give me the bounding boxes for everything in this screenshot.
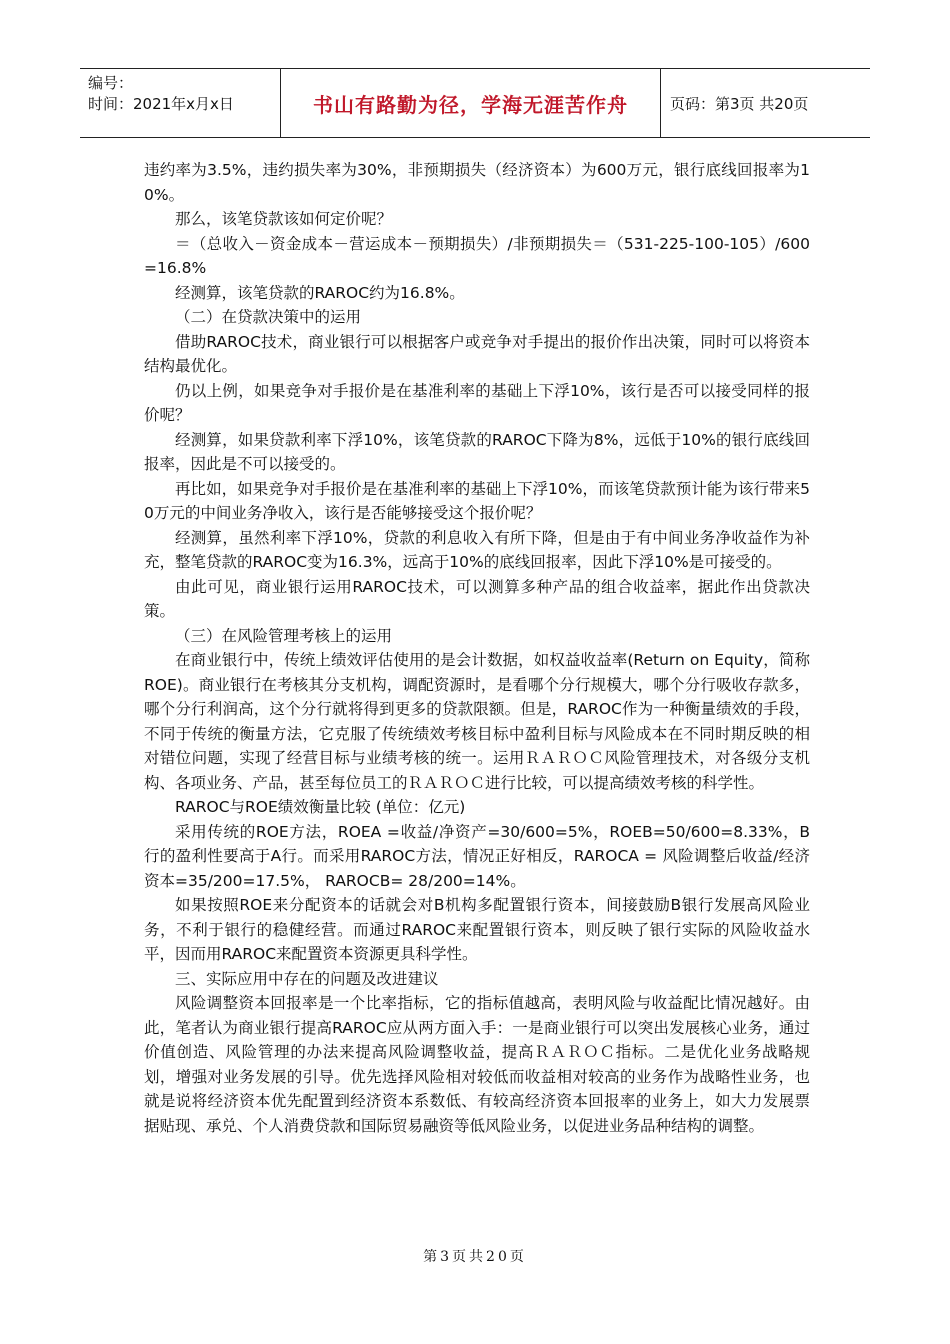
- header-meta: [88, 73, 234, 115]
- paragraph: RAROC与ROE绩效衡量比较 (单位：亿元): [175, 798, 466, 816]
- paragraph: 经测算，如果贷款利率下浮10%，该笔贷款的RAROC下降为8%，远低于10%的银行底线回报率，因此是不可以接受的。: [144, 430, 810, 473]
- paragraph: 在商业银行中，传统上绩效评估使用的是会计数据，如权益收益率(Return on Equity，简称ROE)。商业银行在考核其分支机构，调配资源时，是看哪个分行规模大，哪个分行吸收存款多，哪个分行利润高，这个分行就将得到更多的贷款限额。但是，RAROC作为一种衡量绩效的手段，不同于传统的衡量方法，它克服了传统绩效考核目标中盈利目标与风险成本在不同时期反映的相对错位问题，实现了经营目标与业绩考核的统一。运用ＲＡＲＯＣ风险管理技术，对各级分支机构、各项业务、产品，甚至每位员工的ＲＡＲＯＣ进行比较，可以提高绩效考核的科学性。: [144, 651, 810, 792]
- paragraph: （三）在风险管理考核上的运用: [175, 626, 393, 645]
- paragraph: （二）在贷款决策中的运用: [175, 308, 362, 326]
- paragraph: 采用传统的ROE方法，ROEA =收益/净资产=30/600=5%，ROEB=50/600=8.33%，B行的盈利性要高于A行。而采用RAROC方法，情况正好相反，RAROCA = 风险调整后收益/经济资本=35/200=17.5%， RAROCB= 28/200=14%。: [144, 822, 810, 890]
- paragraph: 由此可见，商业银行运用RAROC技术，可以测算多种产品的组合收益率，据此作出贷款决策。: [144, 577, 810, 620]
- header-page-code: 页码：第3页 共20页: [670, 94, 809, 113]
- paragraph: 风险调整资本回报率是一个比率指标，它的指标值越高，表明风险与收益配比情况越好。由此，笔者认为商业银行提高RAROC应从两方面入手：一是商业银行可以突出发展核心业务，通过价值创造、风险管理的办法来提高风险调整收益，提高ＲＡＲＯＣ指标。二是优化业务战略规划，增强对业务发展的引导。优先选择风险相对较低而收益相对较高的业务作为战略性业务，也就是说将经济资本优先配置到经济资本系数低、有较高经济资本回报率的业务上，如大力发展票据贴现、承兑、个人消费贷款和国际贸易融资等低风险业务，以促进业务品种结构的调整。: [144, 994, 810, 1135]
- paragraph: 借助RAROC技术，商业银行可以根据客户或竞争对手提出的报价作出决策，同时可以将资本结构最优化。: [144, 332, 810, 375]
- header-divider: [660, 69, 661, 137]
- paragraph: 三、实际应用中存在的问题及改进建议: [175, 969, 439, 988]
- document-body: [144, 158, 810, 1138]
- paragraph: 如果按照ROE来分配资本的话就会对B机构多配置银行资本，间接鼓励B银行发展高风险业务，不利于银行的稳健经营。而通过RAROC来配置银行资本，则反映了银行实际的风险收益水平，因而用RAROC来配置资本资源更具科学性。: [144, 896, 810, 963]
- paragraph: ＝（总收入－资金成本－营运成本－预期损失）/非预期损失＝（531-225-100-105）/600=16.8%: [144, 234, 810, 277]
- document-number-label: 编号：: [88, 74, 134, 92]
- header-motto: 书山有路勤为径，学海无涯苦作舟: [313, 92, 628, 117]
- paragraph: 违约率为3.5%，违约损失率为30%，非预期损失（经济资本）为600万元，银行底线回报率为10%。: [144, 161, 810, 204]
- paragraph: 那么，该笔贷款该如何定价呢？: [175, 210, 393, 228]
- paragraph: 再比如，如果竞争对手报价是在基准利率的基础上下浮10%，而该笔贷款预计能为该行带来50万元的中间业务净收入，该行是否能够接受这个报价呢？: [144, 479, 810, 522]
- document-date: 时间：2021年x月x日: [88, 95, 234, 113]
- page-footer: 第3页共20页: [423, 1249, 527, 1265]
- paragraph: 经测算，该笔贷款的RAROC约为16.8%。: [175, 283, 465, 302]
- paragraph: 仍以上例，如果竞争对手报价是在基准利率的基础上下浮10%，该行是否可以接受同样的报价呢？: [144, 381, 810, 424]
- paragraph: 经测算，虽然利率下浮10%，贷款的利息收入有所下降，但是由于有中间业务净收益作为补充，整笔贷款的RAROC变为16.3%，远高于10%的底线回报率，因此下浮10%是可接受的。: [144, 528, 810, 571]
- page-header: [80, 68, 870, 138]
